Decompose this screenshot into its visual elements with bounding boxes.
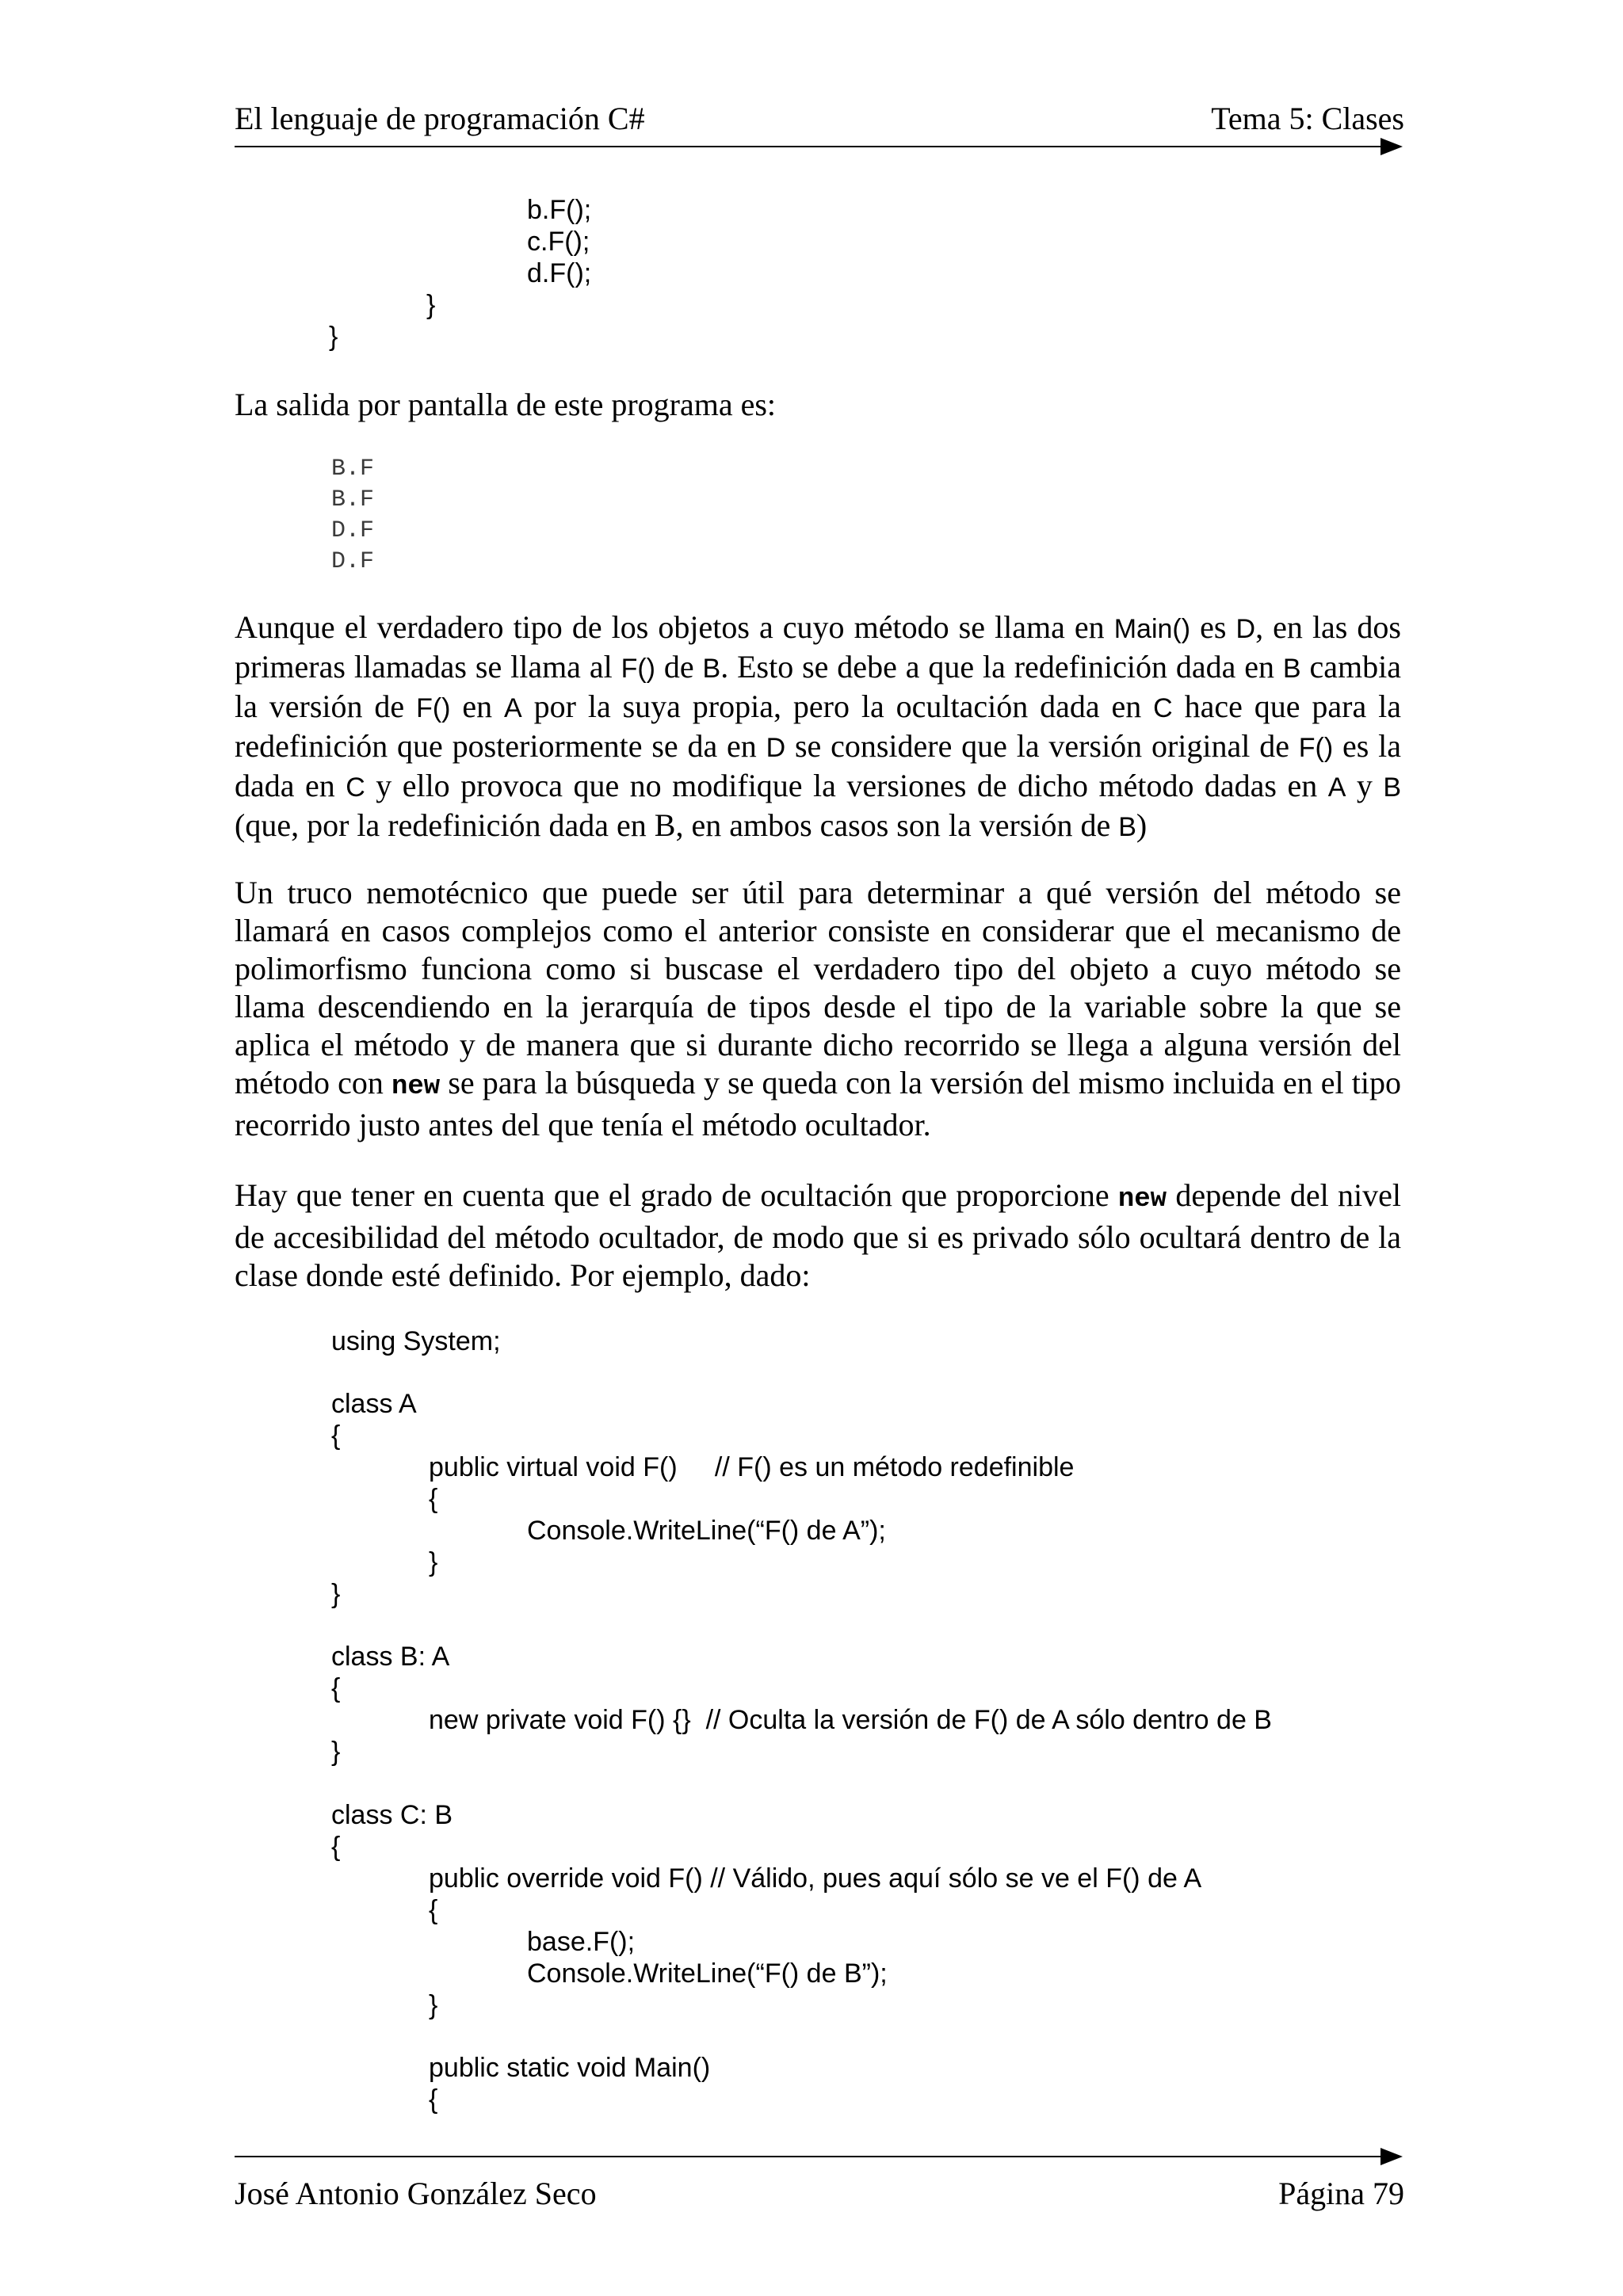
code-line: new private void F() {} // Oculta la versión de F() de A sólo dentro de B bbox=[429, 1705, 1272, 1735]
header-chapter: Tema 5: Clases bbox=[1211, 101, 1404, 136]
code-line: { bbox=[429, 1895, 438, 1925]
code-line: Console.WriteLine(“F() de B”); bbox=[527, 1958, 888, 1989]
paragraph-accessibility: Hay que tener en cuenta que el grado de ocultación que proporcione new depende del nivel de accesibilidad del método ocultador, de modo que si es privado sólo ocultará dentro de la clase donde esté definido. Por ejemplo, dado: bbox=[235, 1177, 1402, 1293]
code-line: public virtual void F() // F() es un método redefinible bbox=[429, 1452, 1075, 1482]
output-line: D.F bbox=[331, 517, 375, 544]
footer-rule bbox=[235, 2156, 1382, 2157]
code-line: { bbox=[331, 1421, 341, 1451]
code-line: } bbox=[429, 1547, 438, 1577]
code-line: public static void Main() bbox=[429, 2053, 711, 2083]
code-line: Console.WriteLine(“F() de A”); bbox=[527, 1516, 886, 1546]
header-rule bbox=[235, 146, 1382, 147]
code-line: c.F(); bbox=[527, 227, 590, 257]
output-intro: La salida por pantalla de este programa es: bbox=[235, 387, 777, 422]
output-line: B.F bbox=[331, 456, 375, 482]
footer-page-number: Página 79 bbox=[1278, 2176, 1404, 2211]
code-line: } bbox=[331, 1579, 341, 1609]
code-line: { bbox=[429, 1484, 438, 1514]
paragraph-mnemonic: Un truco nemotécnico que puede ser útil para determinar a qué versión del método se llamará en casos complejos como el anterior consiste en considerar que el mecanismo de polimorfismo funciona como si buscase el verdadero tipo del objeto a cuyo método se llama descendiendo en la jerarquía de tipos desde el tipo de la variable sobre la que se aplica el método y de manera que si durante dicho recorrido se llega a alguna versión del método con new se para la búsqueda y se queda con la versión del mismo incluida en el tipo recorrido justo antes del que tenía el método ocultador. bbox=[235, 875, 1402, 1142]
code-line: { bbox=[331, 1673, 341, 1703]
code-line: class A bbox=[331, 1389, 417, 1419]
code-line: d.F(); bbox=[527, 258, 592, 288]
code-line: } bbox=[429, 1990, 438, 2020]
code-line: { bbox=[331, 1832, 341, 1862]
footer-author: José Antonio González Seco bbox=[235, 2176, 597, 2211]
code-line: } bbox=[331, 1737, 341, 1767]
paragraph-explanation: Aunque el verdadero tipo de los objetos a cuyo método se llama en Main() es D, en las dos primeras llamadas se llama al F() de B. Esto se debe a que la redefinición dada en B cambia la versión de F() en A por la suya propia, pero la ocultación dada en C hace que para la redefinición que posteriormente se da en D se considere que la versión original de F() es la dada en C y ello provoca que no modifique la versiones de dicho método dadas en A y B (que, por la redefinición dada en B, en ambos casos son la versión de B) bbox=[235, 609, 1402, 843]
code-line: } bbox=[329, 322, 338, 352]
output-line: D.F bbox=[331, 548, 375, 575]
code-line: class C: B bbox=[331, 1800, 453, 1830]
code-line: } bbox=[426, 290, 436, 320]
header-arrow-icon bbox=[1381, 138, 1403, 155]
code-line: { bbox=[429, 2084, 438, 2115]
output-line: B.F bbox=[331, 486, 375, 513]
code-line: base.F(); bbox=[527, 1927, 636, 1957]
header-title: El lenguaje de programación C# bbox=[235, 101, 645, 136]
footer-arrow-icon bbox=[1381, 2148, 1403, 2165]
code-line: b.F(); bbox=[527, 195, 592, 225]
code-line: class B: A bbox=[331, 1642, 450, 1672]
code-line: public override void F() // Válido, pues aquí sólo se ve el F() de A bbox=[429, 1863, 1202, 1894]
code-line: using System; bbox=[331, 1326, 501, 1356]
